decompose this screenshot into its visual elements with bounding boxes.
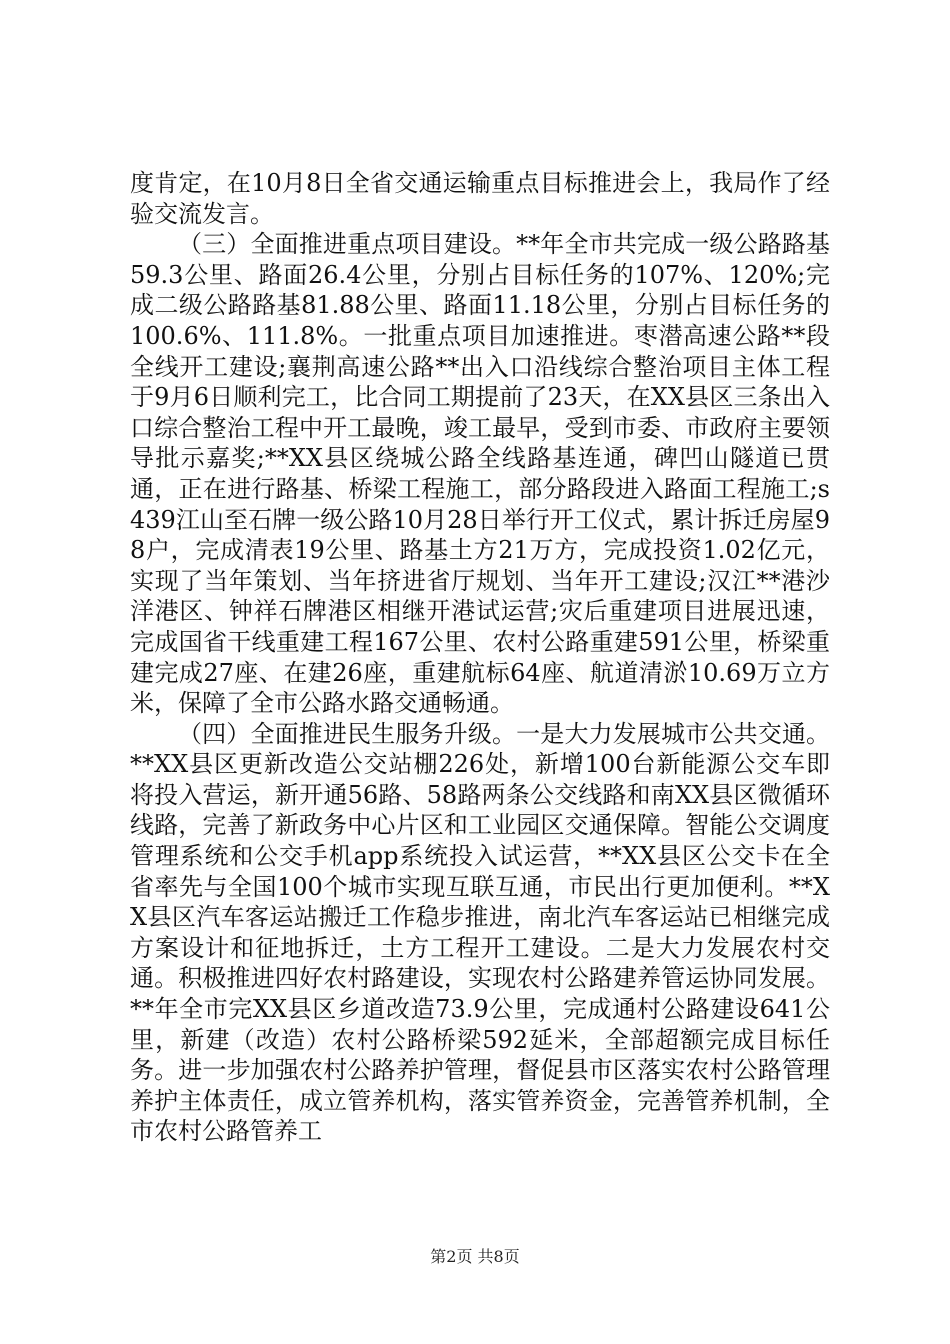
paragraph-public-services: （四）全面推进民生服务升级。一是大力发展城市公共交通。**XX县区更新改造公交站棚226处，新增100台新能源公交车即将投入营运，新开通56路、58路两条公交线路和南XX县区微循环线路，完善了新政务中心片区和工业园区交通保障。智能公交调度管理系统和公交手机app系统投入试运营，**XX县区公交卡在全省率先与全国100个城市实现互联互通，市民出行更加便利。**XX县区汽车客运站搬迁工作稳步推进，南北汽车客运站已相继完成方案设计和征地拆迁，土方工程开工建设。二是大力发展农村交通。积极推进四好农村路建设，实现农村公路建养管运协同发展。**年全市完XX县区乡道改造73.9公里，完成通村公路建设641公里，新建（改造）农村公路桥梁592延米，全部超额完成目标任务。进一步加强农村公路养护管理，督促县市区落实农村公路管理养护主体责任，成立管养机构，落实管养资金，完善管养机制，全市农村公路管养工 bbox=[130, 719, 830, 1146]
paragraph-key-projects: （三）全面推进重点项目建设。**年全市共完成一级公路路基59.3公里、路面26.4公里，分别占目标任务的107%、120%;完成二级公路路基81.88公里、路面11.18公里，分别占目标任务的100.6%、111.8%。一批重点项目加速推进。枣潜高速公路**段全线开工建设;襄荆高速公路**出入口沿线综合整治项目主体工程于9月6日顺利完工，比合同工期提前了23天，在XX县区三条出入口综合整治工程中开工最晚，竣工最早，受到市委、市政府主要领导批示嘉奖;**XX县区绕城公路全线路基连通，碑凹山隧道已贯通，正在进行路基、桥梁工程施工，部分路段进入路面工程施工;s439江山至石牌一级公路10月28日举行开工仪式，累计拆迁房屋98户，完成清表19公里、路基土方21万方，完成投资1.02亿元，实现了当年策划、当年挤进省厅规划、当年开工建设;汉江**港沙洋港区、钟祥石牌港区相继开港试运营;灾后重建项目进展迅速，完成国省干线重建工程167公里、农村公路重建591公里，桥梁重建完成27座、在建26座，重建航标64座、航道清淤10.69万立方米，保障了全市公路水路交通畅通。 bbox=[130, 230, 830, 718]
page-footer: 第2页 共8页 bbox=[430, 1247, 520, 1266]
document-body bbox=[130, 168, 830, 1147]
paragraph-continuation: 度肯定，在10月8日全省交通运输重点目标推进会上，我局作了经验交流发言。 bbox=[130, 169, 830, 228]
